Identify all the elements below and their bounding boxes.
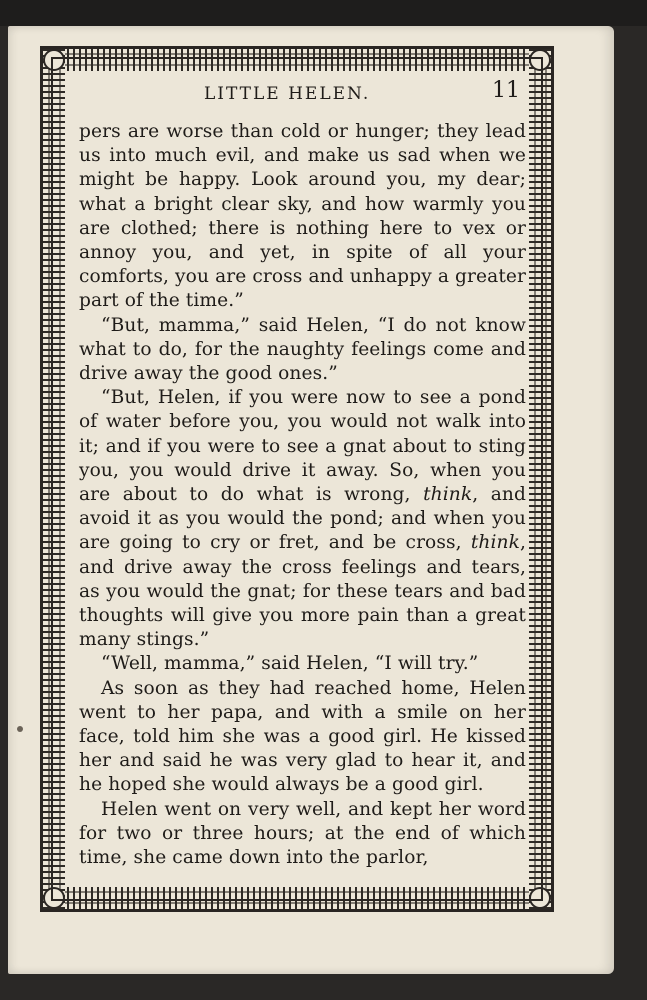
body-text (79, 120, 526, 870)
italic-text: think (423, 484, 473, 506)
text-run: “But, Helen, if you were now to see a pond of water before you, you would not walk into it; and if you were to see a gnat about to sting you, you would drive it away. So, when you are about to do what is wrong, (79, 387, 526, 506)
paragraph (79, 314, 526, 387)
scan-background (0, 0, 647, 26)
text-run: Helen went on very well, and kept her word for two or three hours; at the end of which time, she came down into the parlor, (79, 798, 526, 869)
page-number: 11 (492, 78, 520, 103)
paragraph (79, 120, 526, 314)
paragraph (79, 386, 526, 652)
text-run: “Well, mamma,” said Helen, “I will try.” (101, 653, 479, 675)
running-title: LITTLE HELEN. (204, 84, 371, 104)
text-run: pers are worse than cold or hunger; they lead us into much evil, and make us sad when we might be happy. Look around you, my dear; what a bright clear sky, and how warmly you are clothed; there is nothing here to vex or annoy you, and yet, in spite of all your comforts, you are cross and unhappy a greater part of the time.” (79, 121, 526, 312)
gutter-mark (17, 726, 23, 732)
text-run: , and avoid it as you would the pond; and when you are going to cry or fret, and be cross, (79, 484, 526, 554)
italic-text: think (470, 532, 520, 554)
paragraph (79, 798, 526, 871)
text-run: , and drive away the cross feelings and tears, as you would the gnat; for these tears and bad thoughts will give you more pain than a great many stings.” (79, 532, 526, 651)
paragraph (79, 652, 526, 676)
page-header (80, 78, 520, 108)
paragraph (79, 677, 526, 798)
text-run: As soon as they had reached home, Helen went to her papa, and with a smile on her face, told him she was a good girl. He kissed her and said he was very glad to hear it, and he hoped she would always be a good girl. (79, 677, 526, 796)
text-run: “But, mamma,” said Helen, “I do not know what to do, for the naughty feelings come and drive away the good ones.” (79, 314, 526, 385)
